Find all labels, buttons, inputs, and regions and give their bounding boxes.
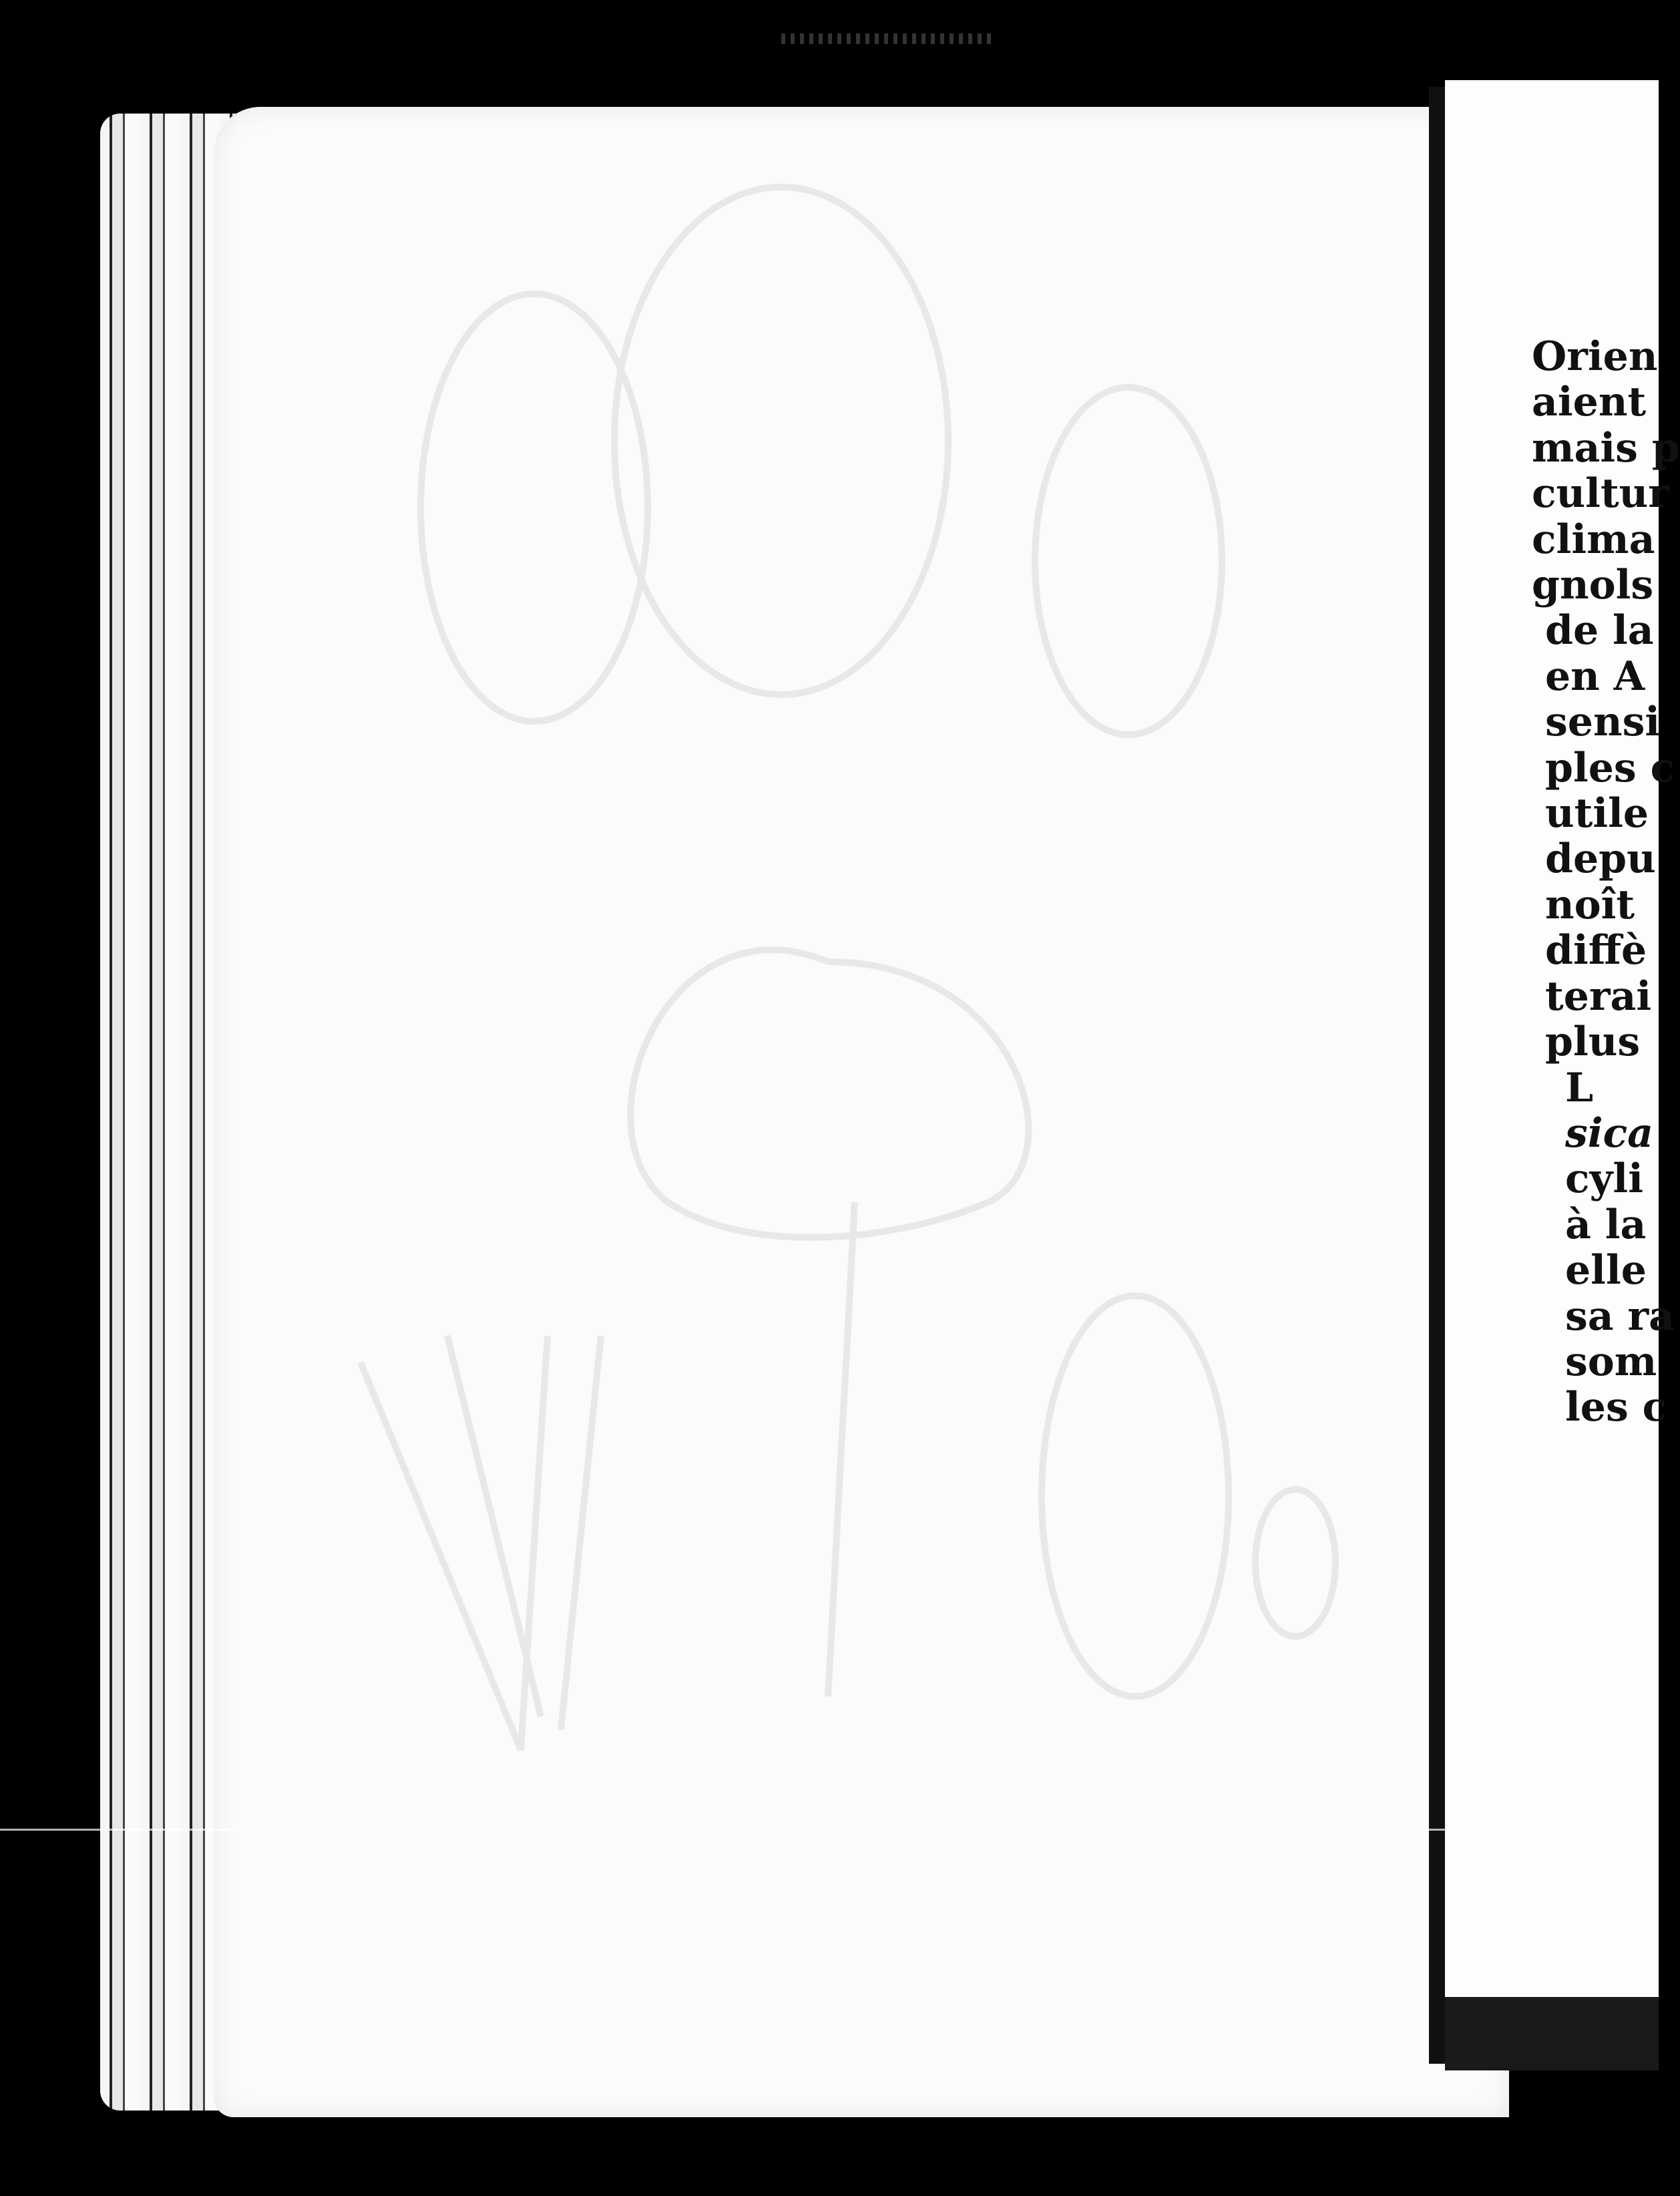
text-line: en A	[1545, 653, 1645, 700]
text-line: gnols	[1532, 562, 1654, 609]
ghost-small-seed	[1255, 1489, 1335, 1636]
ghost-fruit-top-left	[421, 294, 648, 721]
book-cover-edge	[1445, 1997, 1659, 2070]
ghost-leaf-rosette	[630, 950, 1028, 1238]
ghost-leaves-left	[361, 1336, 601, 1750]
text-line: les c	[1565, 1384, 1667, 1431]
text-line: utile	[1545, 790, 1649, 838]
right-page-text	[1445, 80, 1680, 1997]
text-line: cultur	[1532, 470, 1669, 518]
page-gutter	[1429, 87, 1445, 2064]
text-line: ples c	[1545, 744, 1675, 791]
ghost-stem	[828, 1202, 855, 1696]
text-line: sensi	[1545, 699, 1661, 746]
text-line: cyli	[1565, 1155, 1643, 1203]
text-line: à la	[1565, 1201, 1647, 1248]
text-line: plus	[1545, 1019, 1641, 1066]
text-line: mais p	[1532, 424, 1680, 472]
ghost-fruit-top-right	[1035, 387, 1222, 735]
text-line: Orien	[1532, 333, 1658, 380]
text-line: L	[1565, 1064, 1594, 1111]
ghost-fruit-top-center	[614, 187, 948, 695]
ghost-seed-right	[1042, 1296, 1229, 1696]
text-line: sica	[1565, 1109, 1653, 1157]
text-column	[1532, 334, 1680, 1431]
text-line: elle	[1565, 1247, 1647, 1294]
text-line: terai	[1545, 972, 1652, 1020]
text-line: aient	[1532, 379, 1647, 426]
text-line: som	[1565, 1338, 1657, 1385]
text-line: depu	[1545, 836, 1656, 883]
plate-show-through-illustration	[321, 160, 1335, 1830]
text-line: de la	[1545, 607, 1654, 655]
text-line: sa ra	[1565, 1292, 1675, 1340]
text-line: clima	[1532, 516, 1655, 563]
scan-edge-artifact	[781, 33, 995, 44]
text-line: diffè	[1545, 927, 1647, 974]
text-line: noît	[1545, 881, 1635, 928]
scanner-streak	[0, 1829, 1645, 1831]
